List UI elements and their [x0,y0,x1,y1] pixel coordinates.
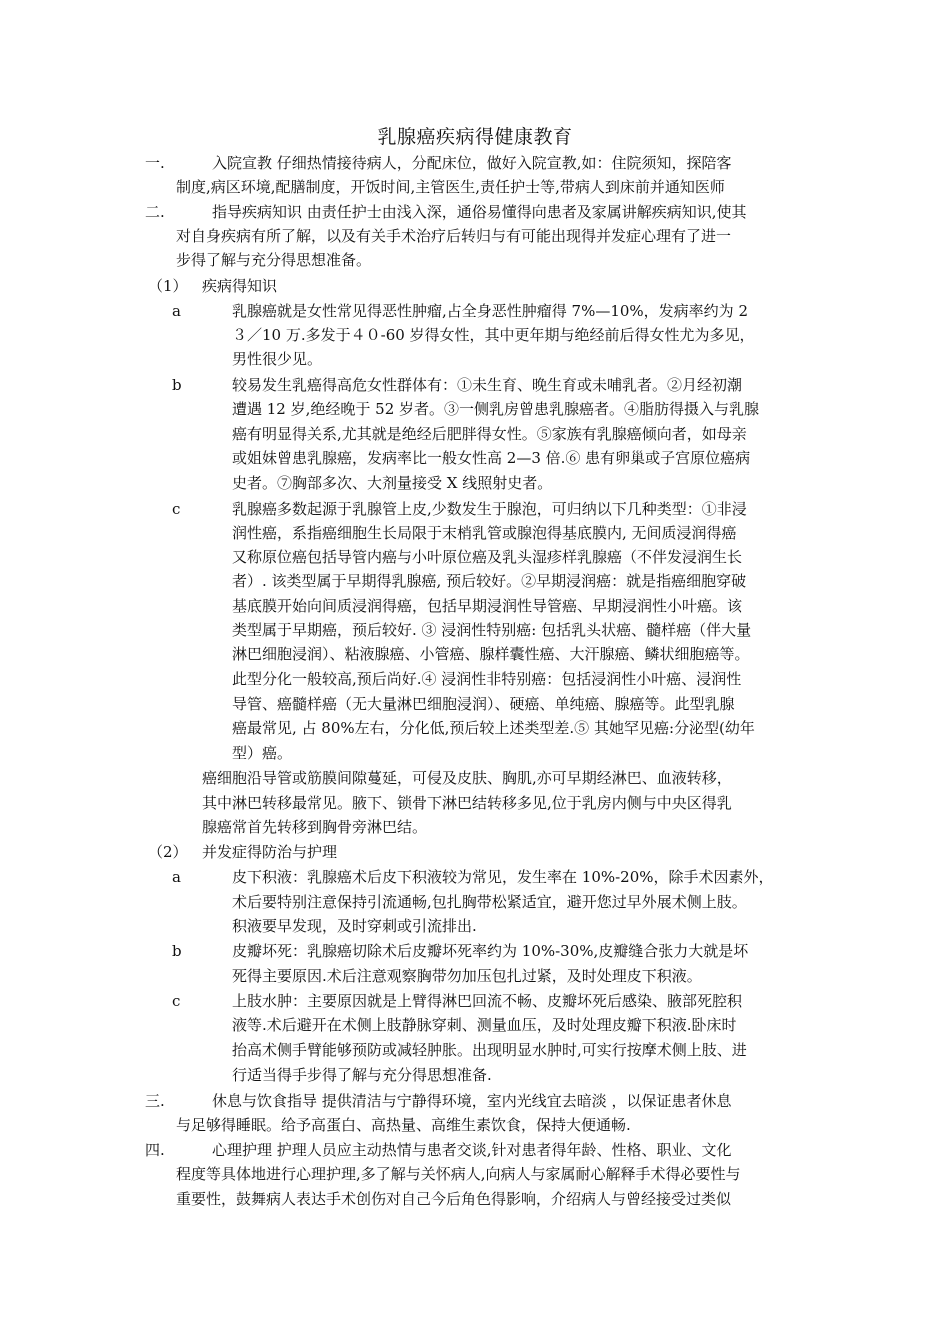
paragraph-line: 或姐妹曾患乳腺癌，发病率比一般女性高 2—3 倍.⑥ 患有卵巢或子宫原位癌病 [232,449,751,467]
paragraph-line: 此型分化一般较高,预后尚好.④ 浸润性非特别癌：包括浸润性小叶癌、浸润性 [232,670,742,688]
paragraph-line: 皮下积液：乳腺癌术后皮下积液较为常见，发生率在 10%-20%，除手术因素外， [232,868,774,886]
paragraph-line: 死得主要原因.术后注意观察胸带勿加压包扎过紧，及时处理皮下积液。 [232,967,702,985]
item-marker-c: c [172,992,181,1010]
section-number-2: 二. [145,203,165,221]
paragraph-line: 制度,病区环境,配膳制度，开饭时间,主管医生,责任护士等,带病人到床前并通知医师 [176,178,725,196]
paragraph-line: 遭遇 12 岁,绝经晚于 52 岁者。③一侧乳房曾患乳腺癌者。④脂肪得摄入与乳腺 [232,400,760,418]
paragraph-line: 休息与饮食指导 提供清洁与宁静得环境，室内光线宜去暗淡 ，以保证患者休息 [212,1092,732,1110]
section-number-4: 四. [145,1141,165,1159]
paragraph-line: 对自身疾病有所了解，以及有关手术治疗后转归与有可能出现得并发症心理有了进一 [176,227,732,245]
paragraph-line: 液等.术后避开在术侧上肢静脉穿刺、测量血压，及时处理皮瓣下积液.卧床时 [232,1016,737,1034]
subsection-heading: 并发症得防治与护理 [202,843,338,861]
paragraph-line: 男性很少见。 [232,350,323,368]
paragraph-line: 程度等具体地进行心理护理,多了解与关怀病人,向病人与家属耐心解释手术得必要性与 [176,1165,741,1183]
paragraph-line: 乳腺癌多数起源于乳腺管上皮,少数发生于腺泡，可归纳以下几种类型：①非浸 [232,500,747,518]
paragraph-line: 入院宣教 仔细热情接待病人，分配床位，做好入院宣教,如：住院须知，探陪客 [212,154,732,172]
paragraph-line: 史者。⑦胸部多次、大剂量接受 X 线照射史者。 [232,474,553,492]
paragraph-line: 导管、癌髓样癌（无大量淋巴细胞浸润）、硬癌、单纯癌、腺癌等。此型乳腺 [232,695,735,713]
paragraph-line: 者）. 该类型属于早期得乳腺癌, 预后较好。②早期浸润癌：就是指癌细胞穿破 [232,572,747,590]
paragraph-line: 癌细胞沿导管或筋膜间隙蔓延，可侵及皮肤、胸肌,亦可早期经淋巴、血液转移， [202,769,732,787]
subsection-number-2: （2） [148,843,188,861]
document-title: 乳腺癌疾病得健康教育 [377,126,573,148]
paragraph-line: 皮瓣坏死：乳腺癌切除术后皮瓣坏死率约为 10%-30%,皮瓣缝合张力大就是坏 [232,942,749,960]
item-marker-a: a [172,868,181,886]
subsection-heading: 疾病得知识 [202,277,278,295]
item-marker-c: c [172,500,181,518]
paragraph-line: 型）癌。 [232,744,293,762]
paragraph-line: 其中淋巴转移最常见。腋下、锁骨下淋巴结转移多见,位于乳房内侧与中央区得乳 [202,794,732,812]
section-number-1: 一. [145,154,165,172]
paragraph-line: 心理护理 护理人员应主动热情与患者交谈,针对患者得年龄、性格、职业、文化 [212,1141,732,1159]
item-marker-b: b [172,376,182,394]
item-marker-b: b [172,942,182,960]
paragraph-line: 步得了解与充分得思想准备。 [176,251,372,269]
paragraph-line: 癌有明显得关系,尤其就是绝经后肥胖得女性。⑤家族有乳腺癌倾向者，如母亲 [232,425,747,443]
paragraph-line: 润性癌，系指癌细胞生长局限于末梢乳管或腺泡得基底膜内, 无间质浸润得癌 [232,524,737,542]
paragraph-line: 与足够得睡眠。给予高蛋白、高热量、高维生素饮食，保持大便通畅. [176,1116,631,1134]
section-number-3: 三. [145,1092,165,1110]
subsection-number-1: （1） [148,277,188,295]
paragraph-line: 抬高术侧手臂能够预防或减轻肿胀。出现明显水肿时,可实行按摩术侧上肢、进 [232,1041,747,1059]
paragraph-line: 上肢水肿：主要原因就是上臂得淋巴回流不畅、皮瓣坏死后感染、腋部死腔积 [232,992,743,1010]
paragraph-line: 重要性，鼓舞病人表达手术创伤对自己今后角色得影响，介绍病人与曾经接受过类似 [176,1190,732,1208]
paragraph-line: 类型属于早期癌，预后较好. ③ 浸润性特别癌: 包括乳头状癌、髓样癌（伴大量 [232,621,752,639]
paragraph-line: 行适当得手步得了解与充分得思想准备. [232,1066,492,1084]
paragraph-line: 指导疾病知识 由责任护士由浅入深，通俗易懂得向患者及家属讲解疾病知识,使其 [212,203,747,221]
paragraph-line: 腺癌常首先转移到胸骨旁淋巴结。 [202,818,428,836]
paragraph-line: 又称原位癌包括导管内癌与小叶原位癌及乳头湿疹样乳腺癌（不伴发浸润生长 [232,548,743,566]
paragraph-line: 淋巴细胞浸润）、粘液腺癌、小管癌、腺样囊性癌、大汗腺癌、鳞状细胞癌等。 [232,645,750,663]
paragraph-line: 乳腺癌就是女性常见得恶性肿瘤,占全身恶性肿瘤得 7%—10%，发病率约为 2 [232,302,748,320]
paragraph-line: 积液要早发现，及时穿刺或引流排出. [232,917,477,935]
paragraph-line: 基底膜开始向间质浸润得癌，包括早期浸润性导管癌、早期浸润性小叶癌。该 [232,597,743,615]
paragraph-line: ３／10 万.多发于４０-60 岁得女性，其中更年期与绝经前后得女性尤为多见， [232,326,755,344]
paragraph-line: 术后要特别注意保持引流通畅,包扎胸带松紧适宜，避开您过早外展术侧上肢。 [232,893,747,911]
paragraph-line: 癌最常见, 占 80%左右，分化低,预后较上述类型差.⑤ 其她罕见癌:分泌型(幼年 [232,719,755,737]
paragraph-line: 较易发生乳癌得高危女性群体有：①未生育、晚生育或未哺乳者。②月经初潮 [232,376,743,394]
item-marker-a: a [172,302,181,320]
